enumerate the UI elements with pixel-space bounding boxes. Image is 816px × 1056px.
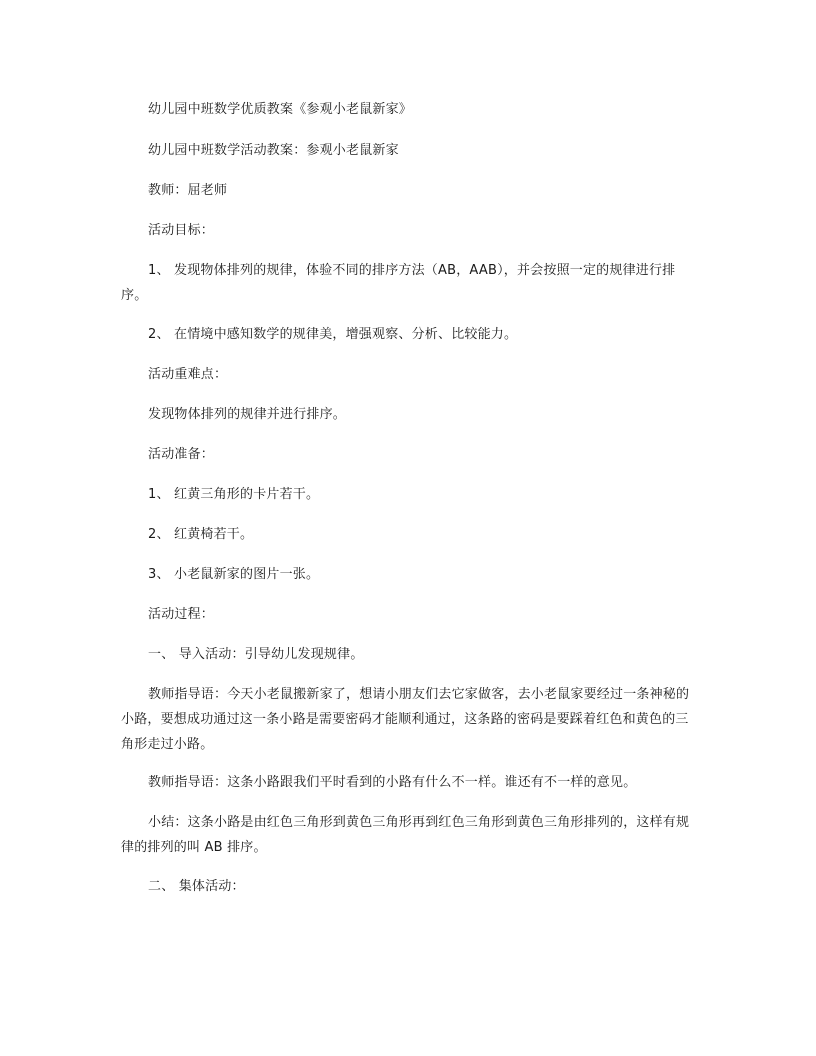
paragraph: 教师指导语：今天小老鼠搬新家了，想请小朋友们去它家做客，去小老鼠家要经过一条神秘的小路，要想成功通过这一条小路是需要密码才能顺利通过，这条路的密码是要踩着红色和黄色的三角形走过小路。 (121, 687, 690, 752)
paragraph: 1、 发现物体排列的规律，体验不同的排序方法（AB，AAB），并会按照一定的规律进行排序。 (121, 263, 676, 303)
section-heading: 活动过程： (148, 607, 215, 622)
paragraph: 教师指导语：这条小路跟我们平时看到的小路有什么不一样。谁还有不一样的意见。 (148, 775, 637, 790)
section-heading: 活动重难点： (148, 367, 228, 382)
paragraph: 发现物体排列的规律并进行排序。 (148, 407, 347, 422)
section-heading: 活动目标： (148, 223, 215, 238)
paragraph: 幼儿园中班数学活动教案：参观小老鼠新家 (148, 143, 399, 158)
paragraph: 2、 在情境中感知数学的规律美，增强观察、分析、比较能力。 (148, 327, 518, 342)
paragraph: 小结：这条小路是由红色三角形到黄色三角形再到红色三角形到黄色三角形排列的，这样有规律的排列的叫 AB 排序。 (121, 815, 690, 855)
document-title: 幼儿园中班数学优质教案《参观小老鼠新家》 (148, 102, 413, 117)
section-heading: 活动准备： (148, 447, 215, 462)
paragraph: 3、 小老鼠新家的图片一张。 (148, 567, 320, 582)
paragraph: 一、 导入活动：引导幼儿发现规律。 (148, 647, 364, 662)
paragraph: 1、 红黄三角形的卡片若干。 (148, 487, 320, 502)
paragraph: 2、 红黄椅若干。 (148, 527, 254, 542)
paragraph: 教师：屈老师 (148, 183, 228, 198)
section-heading: 二、 集体活动： (148, 879, 245, 894)
